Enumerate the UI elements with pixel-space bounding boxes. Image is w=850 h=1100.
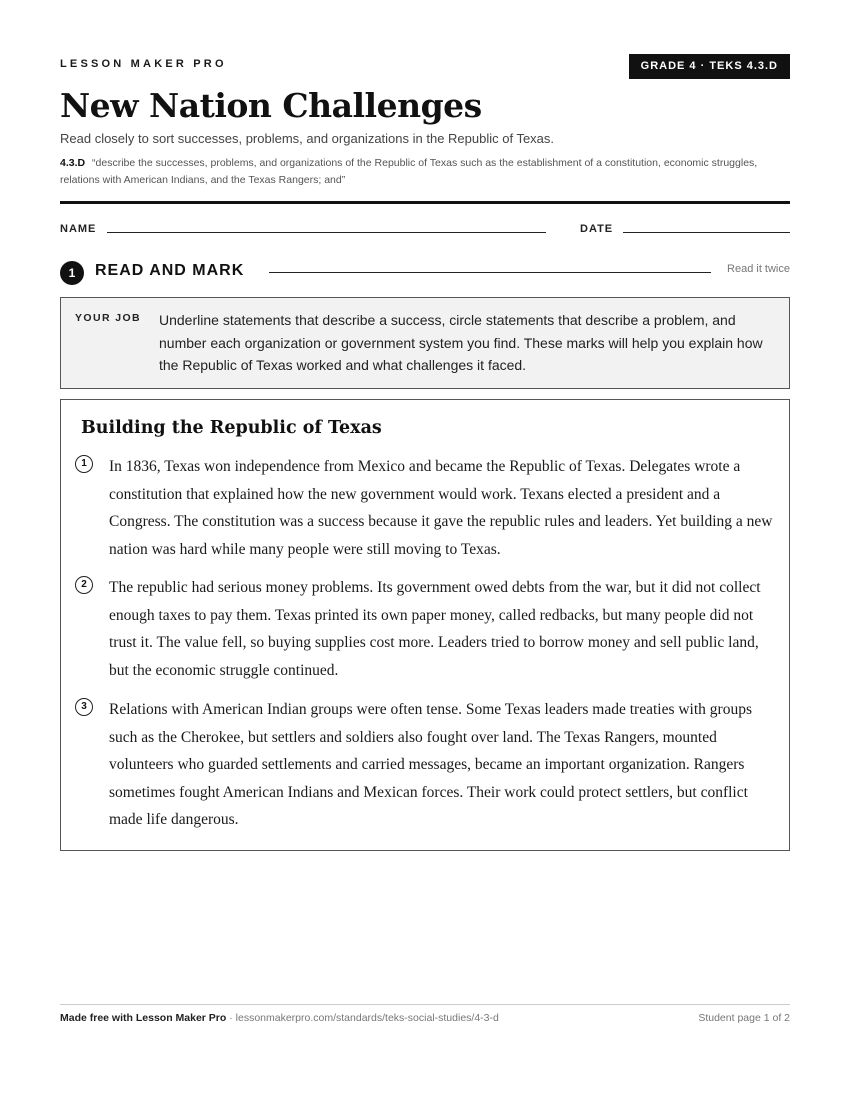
instructions-box: [60, 297, 790, 389]
standard-text: “describe the successes, problems, and organizations of the Republic of Texas such as the establishment of a constitution, economic struggles, relations with American Indians, and the Texas Rangers; and”: [60, 157, 758, 186]
footer-credit: [60, 1012, 499, 1024]
footer-made-with: Made free with Lesson Maker Pro: [60, 1012, 227, 1024]
paragraph-number: 1: [75, 455, 93, 473]
date-label: DATE: [580, 223, 614, 235]
header-divider: [60, 201, 790, 204]
section-divider: [269, 272, 711, 273]
paragraph-number: 2: [75, 576, 93, 594]
passage-title: Building the Republic of Texas: [81, 418, 382, 438]
reading-passage: [60, 399, 790, 851]
page-indicator: Student page 1 of 2: [698, 1012, 790, 1024]
page-subtitle: Read closely to sort successes, problems, and organizations in the Republic of Texas.: [60, 131, 555, 146]
name-field[interactable]: [107, 232, 546, 233]
footer-url: · lessonmakerpro.com/standards/teks-social-studies/4-3-d: [226, 1012, 499, 1024]
instructions-text: Underline statements that describe a success, circle statements that describe a problem, and number each organization or government system you find. These marks will help you explain how the Republic of Texas worked and what challenges it faced.: [159, 312, 763, 373]
standard-description: [60, 155, 780, 189]
section-note: Read it twice: [727, 263, 790, 275]
standard-code: 4.3.D: [60, 157, 86, 169]
section-title: READ AND MARK: [95, 262, 245, 279]
paragraph-text: The republic had serious money problems. Its government owed debts from the war, but it did not collect enough taxes to pay them. Texas printed its own paper money, called redbacks, but many people did not trust it. The value fell, so buying supplies cost more. Leaders tried to borrow money and sell public land, but the economic struggle continued.: [109, 579, 761, 679]
date-field[interactable]: [623, 232, 790, 233]
section-header: [60, 260, 790, 284]
paragraph-number: 3: [75, 698, 93, 716]
paragraph-text: In 1836, Texas won independence from Mexico and became the Republic of Texas. Delegates wrote a constitution that explained how the new government would work. Texans elected a president and a Congress. The constitution was a success because it gave the republic rules and leaders. Yet building a new nation was hard while many people were still moving to Texas.: [109, 458, 773, 558]
grade-badge: GRADE 4 · TEKS 4.3.D: [629, 54, 790, 79]
section-number: 1: [60, 261, 84, 285]
instructions-label: YOUR JOB: [75, 312, 142, 324]
footer-divider: [60, 1004, 790, 1005]
name-label: NAME: [60, 223, 97, 235]
brand-name: LESSON MAKER PRO: [60, 58, 227, 70]
paragraph-text: Relations with American Indian groups were often tense. Some Texas leaders made treaties with groups such as the Cherokee, but settlers and soldiers also fought over land. The Texas Rangers, mounted volunteers who guarded settlements and carried messages, became an important organization. Rangers sometimes fought American Indians and Mexican forces. Their work could protect settlers, but conflict made life dangerous.: [109, 701, 752, 828]
page-title: New Nation Challenges: [60, 86, 482, 125]
